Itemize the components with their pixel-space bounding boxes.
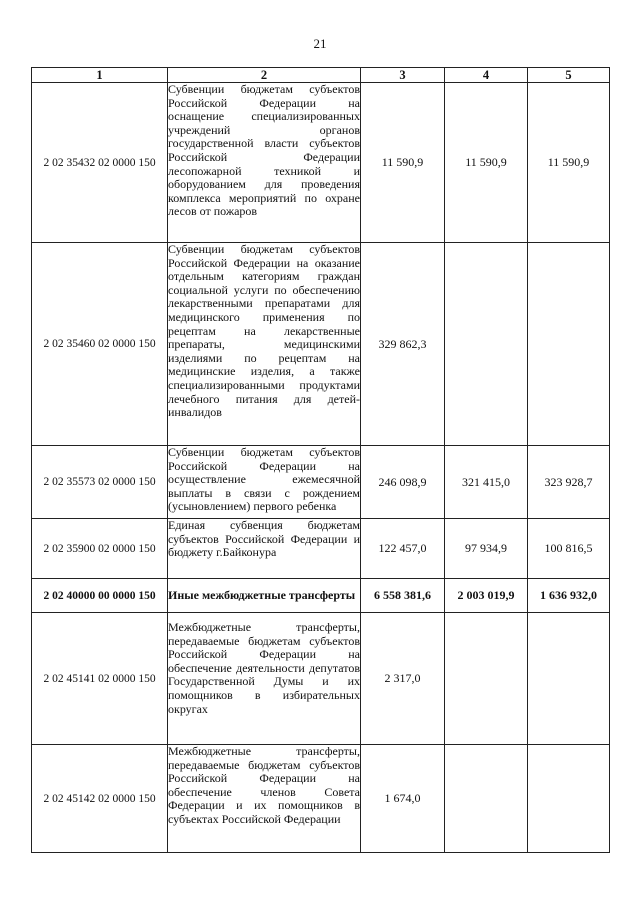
value-col-4 — [445, 243, 528, 446]
column-header: 1 — [32, 68, 168, 83]
value-col-4: 97 934,9 — [445, 519, 528, 579]
value-col-4 — [445, 745, 528, 853]
budget-code: 2 02 35900 02 0000 150 — [32, 519, 168, 579]
value-col-3: 1 674,0 — [361, 745, 445, 853]
value-col-5 — [528, 745, 610, 853]
budget-table — [31, 67, 610, 853]
table-row — [32, 613, 610, 745]
table-row — [32, 446, 610, 519]
value-col-3: 6 558 381,6 — [361, 579, 445, 613]
item-description: Субвенции бюджетам субъектов Российской Федерации на осуществление ежемесячной выплаты в связи с рождением (усыновлением) первого ребенка — [168, 446, 361, 519]
item-description: Межбюджетные трансферты, передаваемые бюджетам субъектов Российской Федерации на обеспечение деятельности депутатов Государственной Думы и их помощников в избирательных округах — [168, 613, 361, 745]
value-col-4: 321 415,0 — [445, 446, 528, 519]
value-col-3: 329 862,3 — [361, 243, 445, 446]
budget-code: 2 02 35460 02 0000 150 — [32, 243, 168, 446]
table-row — [32, 83, 610, 243]
header-row — [32, 68, 610, 83]
value-col-5: 100 816,5 — [528, 519, 610, 579]
page-number: 21 — [313, 36, 327, 51]
value-col-5 — [528, 243, 610, 446]
item-description: Иные межбюджетные трансферты — [168, 579, 361, 613]
column-header: 3 — [361, 68, 445, 83]
item-description: Единая субвенция бюджетам субъектов Российской Федерации и бюджету г.Байконура — [168, 519, 361, 579]
column-header: 2 — [168, 68, 361, 83]
table-row-total — [32, 579, 610, 613]
value-col-5 — [528, 613, 610, 745]
value-col-3: 2 317,0 — [361, 613, 445, 745]
value-col-3: 246 098,9 — [361, 446, 445, 519]
budget-code: 2 02 35573 02 0000 150 — [32, 446, 168, 519]
item-description: Межбюджетные трансферты, передаваемые бюджетам субъектов Российской Федерации на обеспечение членов Совета Федерации и их помощников в субъектах Российской Федерации — [168, 745, 361, 853]
budget-code: 2 02 45142 02 0000 150 — [32, 745, 168, 853]
column-header: 5 — [528, 68, 610, 83]
value-col-4: 2 003 019,9 — [445, 579, 528, 613]
value-col-5: 11 590,9 — [528, 83, 610, 243]
value-col-4: 11 590,9 — [445, 83, 528, 243]
value-col-5: 323 928,7 — [528, 446, 610, 519]
value-col-5: 1 636 932,0 — [528, 579, 610, 613]
table-row — [32, 745, 610, 853]
item-description: Субвенции бюджетам субъектов Российской Федерации на оказание отдельным категориям граждан социальной услуги по обеспечению лекарственными препаратами для медицинского применения по рецептам на лекарственные препараты, медицинскими изделиями по рецептам на медицинские изделия, а также специализированными продуктами лечебного питания для детей-инвалидов — [168, 243, 361, 446]
value-col-4 — [445, 613, 528, 745]
budget-code: 2 02 40000 00 0000 150 — [32, 579, 168, 613]
budget-code: 2 02 35432 02 0000 150 — [32, 83, 168, 243]
table-row — [32, 243, 610, 446]
value-col-3: 11 590,9 — [361, 83, 445, 243]
table-row — [32, 519, 610, 579]
item-description: Субвенции бюджетам субъектов Российской Федерации на оснащение специализированных учреждений органов государственной власти субъектов Российской Федерации лесопожарной техникой и оборудованием для проведения комплекса мероприятий по охране лесов от пожаров — [168, 83, 361, 243]
budget-code: 2 02 45141 02 0000 150 — [32, 613, 168, 745]
column-header: 4 — [445, 68, 528, 83]
value-col-3: 122 457,0 — [361, 519, 445, 579]
